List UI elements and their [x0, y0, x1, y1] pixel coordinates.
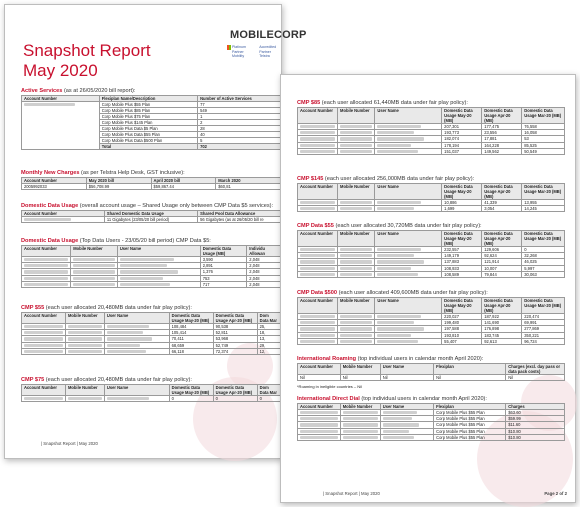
domestic-shared-usage-section: Domestic Data Usage (overall account usage – Shared Usage only between CMP Data $5 services): Account Number Shared Domestic Data Usage Shared Pool Data Allowance 11 Gigabytes (23/05/20 bill period) 56 Gigabytes (as at 26/05/20 bill re [21, 203, 281, 223]
cmp-data55-section: CMP Data $55 (each user allocated 30,720MB data under fair play policy): Account Number Mobile Number User Name Domestic Data Usage May-20 (MB) Domestic Data Usage Apr-20 (MB) Domestic Data Usage Mar-20 (MB) 232,557 129,606 0 149,179 92,624 32,268 137,883 121,914 46,025 108,933 10,007 5,997 108,589 79,844 30,063 [297, 223, 565, 278]
monthly-charges-table: Account Number May 2020 bill April 2020 bill March 2020 2005992033 $56,708.99 $59,867.44 $60,81 [21, 177, 281, 190]
cmp85-table: Account Number Mobile Number User Name Domestic Data Usage May-20 (MB) Domestic Data Usage Apr-20 (MB) Domestic Data Usage Mar-20 (MB) 207,301 177,475 76,558 193,773 23,556 16,058 182,074 17,881 53 178,194 164,228 85,525 151,037 149,562 50,549 [297, 107, 565, 155]
cmp145-table: Account Number Mobile Number User Name Domestic Data Usage May-20 (MB) Domestic Data Usage Apr-20 (MB) Domestic Data Usage Mar-20 (MB) 10,886 41,339 13,955 1,699 3,054 14,245 [297, 183, 565, 212]
cmp75-table: Account Number Mobile Number User Name Domestic Data Usage May-20 (MB) Domestic Data Usage Apr-20 (MB) Dom Data Mar 0 0 0 [21, 384, 281, 402]
cmp-data500-section: CMP Data $500 (each user allocated 409,600MB data under fair play policy): Account Number Mobile Number User Name Domestic Data Usage May-20 (MB) Domestic Data Usage Apr-20 (MB) Domestic Data Usage Mar-20 (MB) 220,027 187,922 220,474 199,480 141,690 69,991 197,588 176,898 277,869 193,810 183,745 350,221 55,407 92,613 96,724 [297, 290, 565, 345]
cmp55-section: CMP $55 (each user allocated 20,480MB data under fair play policy): Account Number Mobile Number User Name Domestic Data Usage May-20 (MB) Domestic Data Usage Apr-20 (MB) Dom Data Mar 108,484 90,538 25, 105,414 52,811 18, 70,411 53,968 13, 68,659 52,749 29, 66,118 72,374 12, [21, 305, 281, 355]
report-title: Snapshot Report May 2020 [23, 41, 151, 80]
microsoft-partner-icon [227, 45, 231, 50]
domestic-top-users-table: Account Number Mobile Number User Name Domestic Data Usage (MB) Individu Allowan 3,590 2,048 2,891 2,048 1,376 2,048 753 2,048 717 2,048 [21, 245, 281, 288]
cmp-data500-table: Account Number Mobile Number User Name Domestic Data Usage May-20 (MB) Domestic Data Usage Apr-20 (MB) Domestic Data Usage Mar-20 (MB) 220,027 187,922 220,474 199,480 141,690 69,991 197,588 176,898 277,869 193,810 183,745 350,221 55,407 92,613 96,724 [297, 297, 565, 345]
page-number: Page 2 of 2 [544, 491, 567, 496]
cmp-data55-table: Account Number Mobile Number User Name Domestic Data Usage May-20 (MB) Domestic Data Usage Apr-20 (MB) Domestic Data Usage Mar-20 (MB) 232,557 129,606 0 149,179 92,624 32,268 137,883 121,914 46,025 108,933 10,007 5,997 108,589 79,844 30,063 [297, 230, 565, 278]
cmp85-section: CMP $85 (each user allocated 61,440MB data under fair play policy): Account Number Mobile Number User Name Domestic Data Usage May-20 (MB) Domestic Data Usage Apr-20 (MB) Domestic Data Usage Mar-20 (MB) 207,301 177,475 76,558 193,773 23,556 16,058 182,074 17,881 53 178,194 164,228 85,525 151,037 149,562 50,549 [297, 100, 565, 155]
report-page-2 [280, 74, 576, 503]
international-roaming-table: Account Number Mobile Number User Name Flexiplan Charges (excl. day pass or data pack costs) Nil Nil Nil Nil Nil [297, 363, 565, 381]
active-services-table: Account Number Flexiplan Name/Description Number of Active Services Corp Mobile Plus $55 Plan 77 Corp Mobile Plus $85 Plan 549 Corp Mobile Plus $75 Plan 1 Corp Mobile Plus $145 Plan 2 Corp Mobile Plus Data $5 Plan 28 Corp Mobile Plus Data $55 Plan 40 Corp Mobile Plus Data $500 Plan 5 Total 702 [21, 95, 281, 150]
cmp145-section: CMP $145 (each user allocated 256,000MB data under fair play policy): Account Number Mobile Number User Name Domestic Data Usage May-20 (MB) Domestic Data Usage Apr-20 (MB) Domestic Data Usage Mar-20 (MB) 10,886 41,339 13,955 1,699 3,054 14,245 [297, 176, 565, 212]
international-direct-dial-section: International Direct Dial (top individual users in calendar month April 2020): Account Number Mobile Number User Name Flexiplan Charges Corp Mobile Plus $55 Plan $63.60 Corp Mobile Plus $55 Plan $59.99 Corp Mobile Plus $55 Plan $11.60 Corp Mobile Plus $55 Plan $10.80 Corp Mobile Plus $55 Plan $10.80 [297, 396, 565, 441]
mobilecorp-logo: MOBILECORP Platinum Partner Mobility Accredited Partner Telstra [227, 29, 283, 59]
page-2-footer: | Snapshot Report | May 2020 [323, 491, 380, 496]
report-page-1 [4, 4, 307, 459]
page-1-footer: | Snapshot Report | May 2020 [41, 441, 98, 446]
cmp55-table: Account Number Mobile Number User Name Domestic Data Usage May-20 (MB) Domestic Data Usage Apr-20 (MB) Dom Data Mar 108,484 90,538 25, 105,414 52,811 18, 70,411 53,968 13, 68,659 52,749 29, 66,118 72,374 12, [21, 312, 281, 355]
international-direct-dial-table: Account Number Mobile Number User Name Flexiplan Charges Corp Mobile Plus $55 Plan $63.60 Corp Mobile Plus $55 Plan $59.99 Corp Mobile Plus $55 Plan $11.60 Corp Mobile Plus $55 Plan $10.80 Corp Mobile Plus $55 Plan $10.80 [297, 403, 565, 441]
international-roaming-section: International Roaming (top individual users in calendar month April 2020): Account Number Mobile Number User Name Flexiplan Charges (excl. day pass or data pack costs) Nil Nil Nil Nil Nil *Roaming in ineligible countries – Nil [297, 356, 565, 389]
active-services-section: Active Services (as at 26/05/2020 bill report): Account Number Flexiplan Name/Description Number of Active Services Corp Mobile Plus $55 Plan 77 Corp Mobile Plus $85 Plan 549 Corp Mobile Plus $75 Plan 1 Corp Mobile Plus $145 Plan 2 Corp Mobile Plus Data $5 Plan 28 Corp Mobile Plus Data $55 Plan 40 Corp Mobile Plus Data $500 Plan 5 Total 702 [21, 88, 281, 150]
domestic-top-users-section: Domestic Data Usage (Top Data Users - 23/05/20 bill period) CMP Data $5: Account Number Mobile Number User Name Domestic Data Usage (MB) Individu Allowan 3,590 2,048 2,891 2,048 1,376 2,048 753 2,048 717 2,048 [21, 238, 281, 288]
monthly-charges-section: Monthly New Charges (as per Telstra Help Desk, GST inclusive): Account Number May 2020 bill April 2020 bill March 2020 2005992033 $56,708.99 $59,867.44 $60,81 [21, 170, 281, 190]
domestic-shared-usage-table: Account Number Shared Domestic Data Usage Shared Pool Data Allowance 11 Gigabytes (23/05/20 bill period) 56 Gigabytes (as at 26/05/20 bill re [21, 210, 281, 223]
cmp75-section: CMP $75 (each user allocated 20,480MB data under fair play policy): Account Number Mobile Number User Name Domestic Data Usage May-20 (MB) Domestic Data Usage Apr-20 (MB) Dom Data Mar 0 0 0 [21, 377, 281, 402]
roaming-footnote: *Roaming in ineligible countries – Nil [297, 384, 362, 389]
